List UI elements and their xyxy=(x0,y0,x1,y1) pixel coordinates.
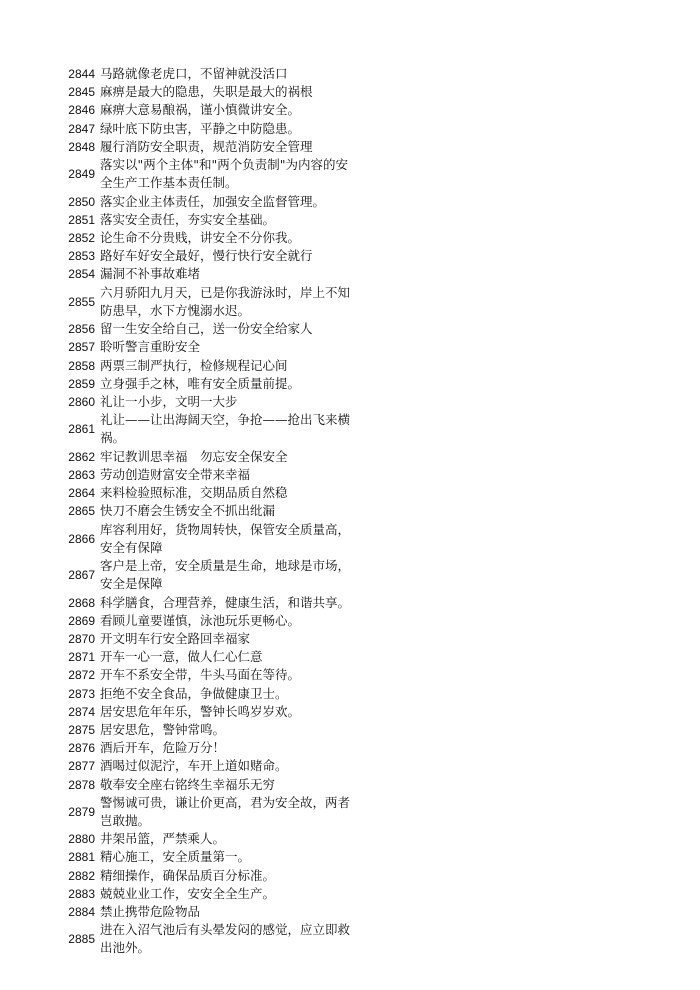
list-item xyxy=(0,867,700,885)
entry-text: 精细操作，确保品质百分标准。 xyxy=(100,867,276,883)
list-item xyxy=(0,120,700,138)
list-item xyxy=(0,193,700,211)
entry-text: 酒后开车，危险万分！ xyxy=(100,740,226,756)
entry-text: 路好车好安全最好，慢行快行安全就行 xyxy=(100,248,313,264)
entry-text: 劳动创造财富安全带来幸福 xyxy=(100,466,251,482)
entry-number: 2856 xyxy=(68,322,95,337)
entry-text: 精心施工，安全质量第一。 xyxy=(100,849,251,865)
entry-number: 2879 xyxy=(68,804,95,819)
entry-number: 2847 xyxy=(68,121,95,136)
entry-number: 2845 xyxy=(68,85,95,100)
entry-number: 2846 xyxy=(68,103,95,118)
entry-number: 2885 xyxy=(68,932,95,947)
entry-number: 2876 xyxy=(68,741,95,756)
entry-text: 履行消防安全职责，规范消防安全管理 xyxy=(100,138,313,154)
entry-text: 开车一心一意，做人仁心仁意 xyxy=(100,649,263,665)
entry-text: 马路就像老虎口，不留神就没活口 xyxy=(100,66,288,82)
entry-number: 2878 xyxy=(68,777,95,792)
list-item xyxy=(0,794,700,831)
entry-number: 2862 xyxy=(68,449,95,464)
entry-number: 2870 xyxy=(68,632,95,646)
list-item xyxy=(0,903,700,921)
entry-number: 2863 xyxy=(68,467,95,482)
entry-text: 拒绝不安全食品，争做健康卫士。 xyxy=(100,685,288,701)
entry-text: 留一生安全给自己，送一份安全给家人 xyxy=(100,321,313,337)
list-item xyxy=(0,703,700,721)
list-item xyxy=(0,684,700,702)
entry-text: 来料检验照标准，交期品质自然稳 xyxy=(100,485,288,501)
list-item xyxy=(0,630,700,648)
entry-number: 2865 xyxy=(68,504,95,519)
entry-number: 2859 xyxy=(68,376,95,391)
entry-number: 2861 xyxy=(68,422,95,437)
list-item xyxy=(0,65,700,83)
entry-text: 开文明车行安全路回幸福家 xyxy=(100,631,251,646)
entry-number: 2854 xyxy=(68,267,95,282)
list-item xyxy=(0,466,700,484)
entry-text: 井架吊篮，严禁乘人。 xyxy=(100,831,226,847)
list-item xyxy=(0,411,700,448)
entry-number: 2852 xyxy=(68,231,95,245)
entry-text: 麻痹是最大的隐患，失职是最大的祸根 xyxy=(100,84,313,100)
list-item xyxy=(0,247,700,265)
entry-text: 两票三制严执行，检修规程记心间 xyxy=(100,357,288,373)
entry-text: 聆听警言重盼安全 xyxy=(100,339,201,355)
entry-text: 论生命不分贵贱，讲安全不分你我。 xyxy=(100,230,301,245)
list-item xyxy=(0,338,700,356)
entry-number: 2883 xyxy=(68,886,95,901)
list-item xyxy=(0,283,700,320)
list-item xyxy=(0,320,700,338)
list-item xyxy=(0,484,700,502)
entry-text: 牢记教训思幸福 勿忘安全保安全 xyxy=(100,448,288,464)
entry-text: 居安思危年年乐，警钟长鸣岁岁欢。 xyxy=(100,703,301,719)
entry-number: 2873 xyxy=(68,686,95,701)
entry-text: 居安思危，警钟常鸣。 xyxy=(100,721,226,737)
list-item xyxy=(0,739,700,757)
entry-number: 2872 xyxy=(68,668,95,683)
entry-text: 立身强手之林，唯有安全质量前提。 xyxy=(100,375,301,391)
entry-text: 酒喝过似泥泞，车开上道如赌命。 xyxy=(100,758,288,774)
entry-text: 礼让——让出海阔天空，争抢——抢出飞来横祸。 xyxy=(100,412,351,446)
entry-text: 麻痹大意易酿祸，谨小慎微讲安全。 xyxy=(100,102,301,118)
list-item xyxy=(0,612,700,630)
entry-text: 禁止携带危险物品 xyxy=(100,904,201,920)
entry-number: 2868 xyxy=(68,595,95,610)
list-item xyxy=(0,885,700,903)
entry-text: 礼让一小步，文明一大步 xyxy=(100,393,238,409)
list-item xyxy=(0,448,700,466)
entry-number: 2877 xyxy=(68,759,95,774)
entry-number: 2882 xyxy=(68,868,95,883)
entry-number: 2860 xyxy=(68,394,95,409)
entry-text: 落实企业主体责任，加强安全监督管理。 xyxy=(100,193,326,209)
list-item xyxy=(0,520,700,557)
list-item xyxy=(0,229,700,247)
entry-number: 2884 xyxy=(68,905,95,920)
entry-number: 2880 xyxy=(68,832,95,847)
list-item xyxy=(0,721,700,739)
entry-number: 2844 xyxy=(68,67,95,82)
entry-number: 2871 xyxy=(68,650,95,665)
list-item xyxy=(0,830,700,848)
document-body xyxy=(0,65,700,958)
entry-text: 科学膳食，合理营养，健康生活，和谐共享。 xyxy=(100,594,351,610)
list-item xyxy=(0,211,700,229)
entry-number: 2874 xyxy=(68,704,95,719)
entry-text: 快刀不磨会生锈安全不抓出纰漏 xyxy=(100,503,276,519)
entry-text: 看顾儿童要谨慎，泳池玩乐更畅心。 xyxy=(100,612,301,628)
list-item xyxy=(0,375,700,393)
entry-text: 敬奉安全座右铭终生幸福乐无穷 xyxy=(100,776,276,792)
entry-number: 2849 xyxy=(68,167,95,182)
list-item xyxy=(0,848,700,866)
entry-number: 2866 xyxy=(68,531,95,546)
list-item xyxy=(0,393,700,411)
list-item xyxy=(0,138,700,156)
entry-text: 库容利用好，货物周转快，保管安全质量高，安全有保障 xyxy=(100,521,351,555)
entry-text: 落实安全责任，夯实安全基础。 xyxy=(100,211,276,227)
entry-text: 兢兢业业工作，安安全全生产。 xyxy=(100,885,276,901)
list-item xyxy=(0,775,700,793)
entry-number: 2853 xyxy=(68,249,95,264)
entry-text: 客户是上帝，安全质量是生命，地球是市场，安全是保障 xyxy=(100,558,351,592)
entry-text: 进在入沼气池后有头晕发闷的感觉，应立即救出池外。 xyxy=(100,922,351,956)
list-item xyxy=(0,921,700,958)
entry-text: 六月骄阳九月天，已是你我游泳时，岸上不知防患早，水下方愧溺水迟。 xyxy=(100,284,351,318)
entry-number: 2855 xyxy=(68,294,95,309)
list-item xyxy=(0,156,700,193)
entry-number: 2869 xyxy=(68,613,95,628)
list-item xyxy=(0,502,700,520)
entry-text: 警惕诚可贵，谦让价更高，君为安全故，两者岂敢抛。 xyxy=(100,794,351,828)
list-item xyxy=(0,557,700,594)
list-item xyxy=(0,356,700,374)
entry-number: 2864 xyxy=(68,486,95,501)
entry-number: 2867 xyxy=(68,568,95,583)
entry-text: 开车不系安全带，牛头马面在等待。 xyxy=(100,667,301,683)
entry-text: 落实以"两个主体"和"两个负责制"为内容的安全生产工作基本责任制。 xyxy=(100,157,348,191)
entry-number: 2848 xyxy=(68,139,95,154)
entry-number: 2857 xyxy=(68,340,95,355)
entry-number: 2850 xyxy=(68,194,95,209)
list-item xyxy=(0,648,700,666)
list-item xyxy=(0,265,700,283)
entry-number: 2875 xyxy=(68,722,95,737)
list-item xyxy=(0,101,700,119)
entry-number: 2881 xyxy=(68,850,95,865)
list-item xyxy=(0,83,700,101)
entry-text: 漏洞不补事故难堵 xyxy=(100,266,201,282)
entry-text: 绿叶底下防虫害，平静之中防隐患。 xyxy=(100,120,301,136)
list-item xyxy=(0,666,700,684)
list-item xyxy=(0,594,700,612)
list-item xyxy=(0,757,700,775)
entry-number: 2851 xyxy=(68,212,95,227)
entry-number: 2858 xyxy=(68,358,95,373)
